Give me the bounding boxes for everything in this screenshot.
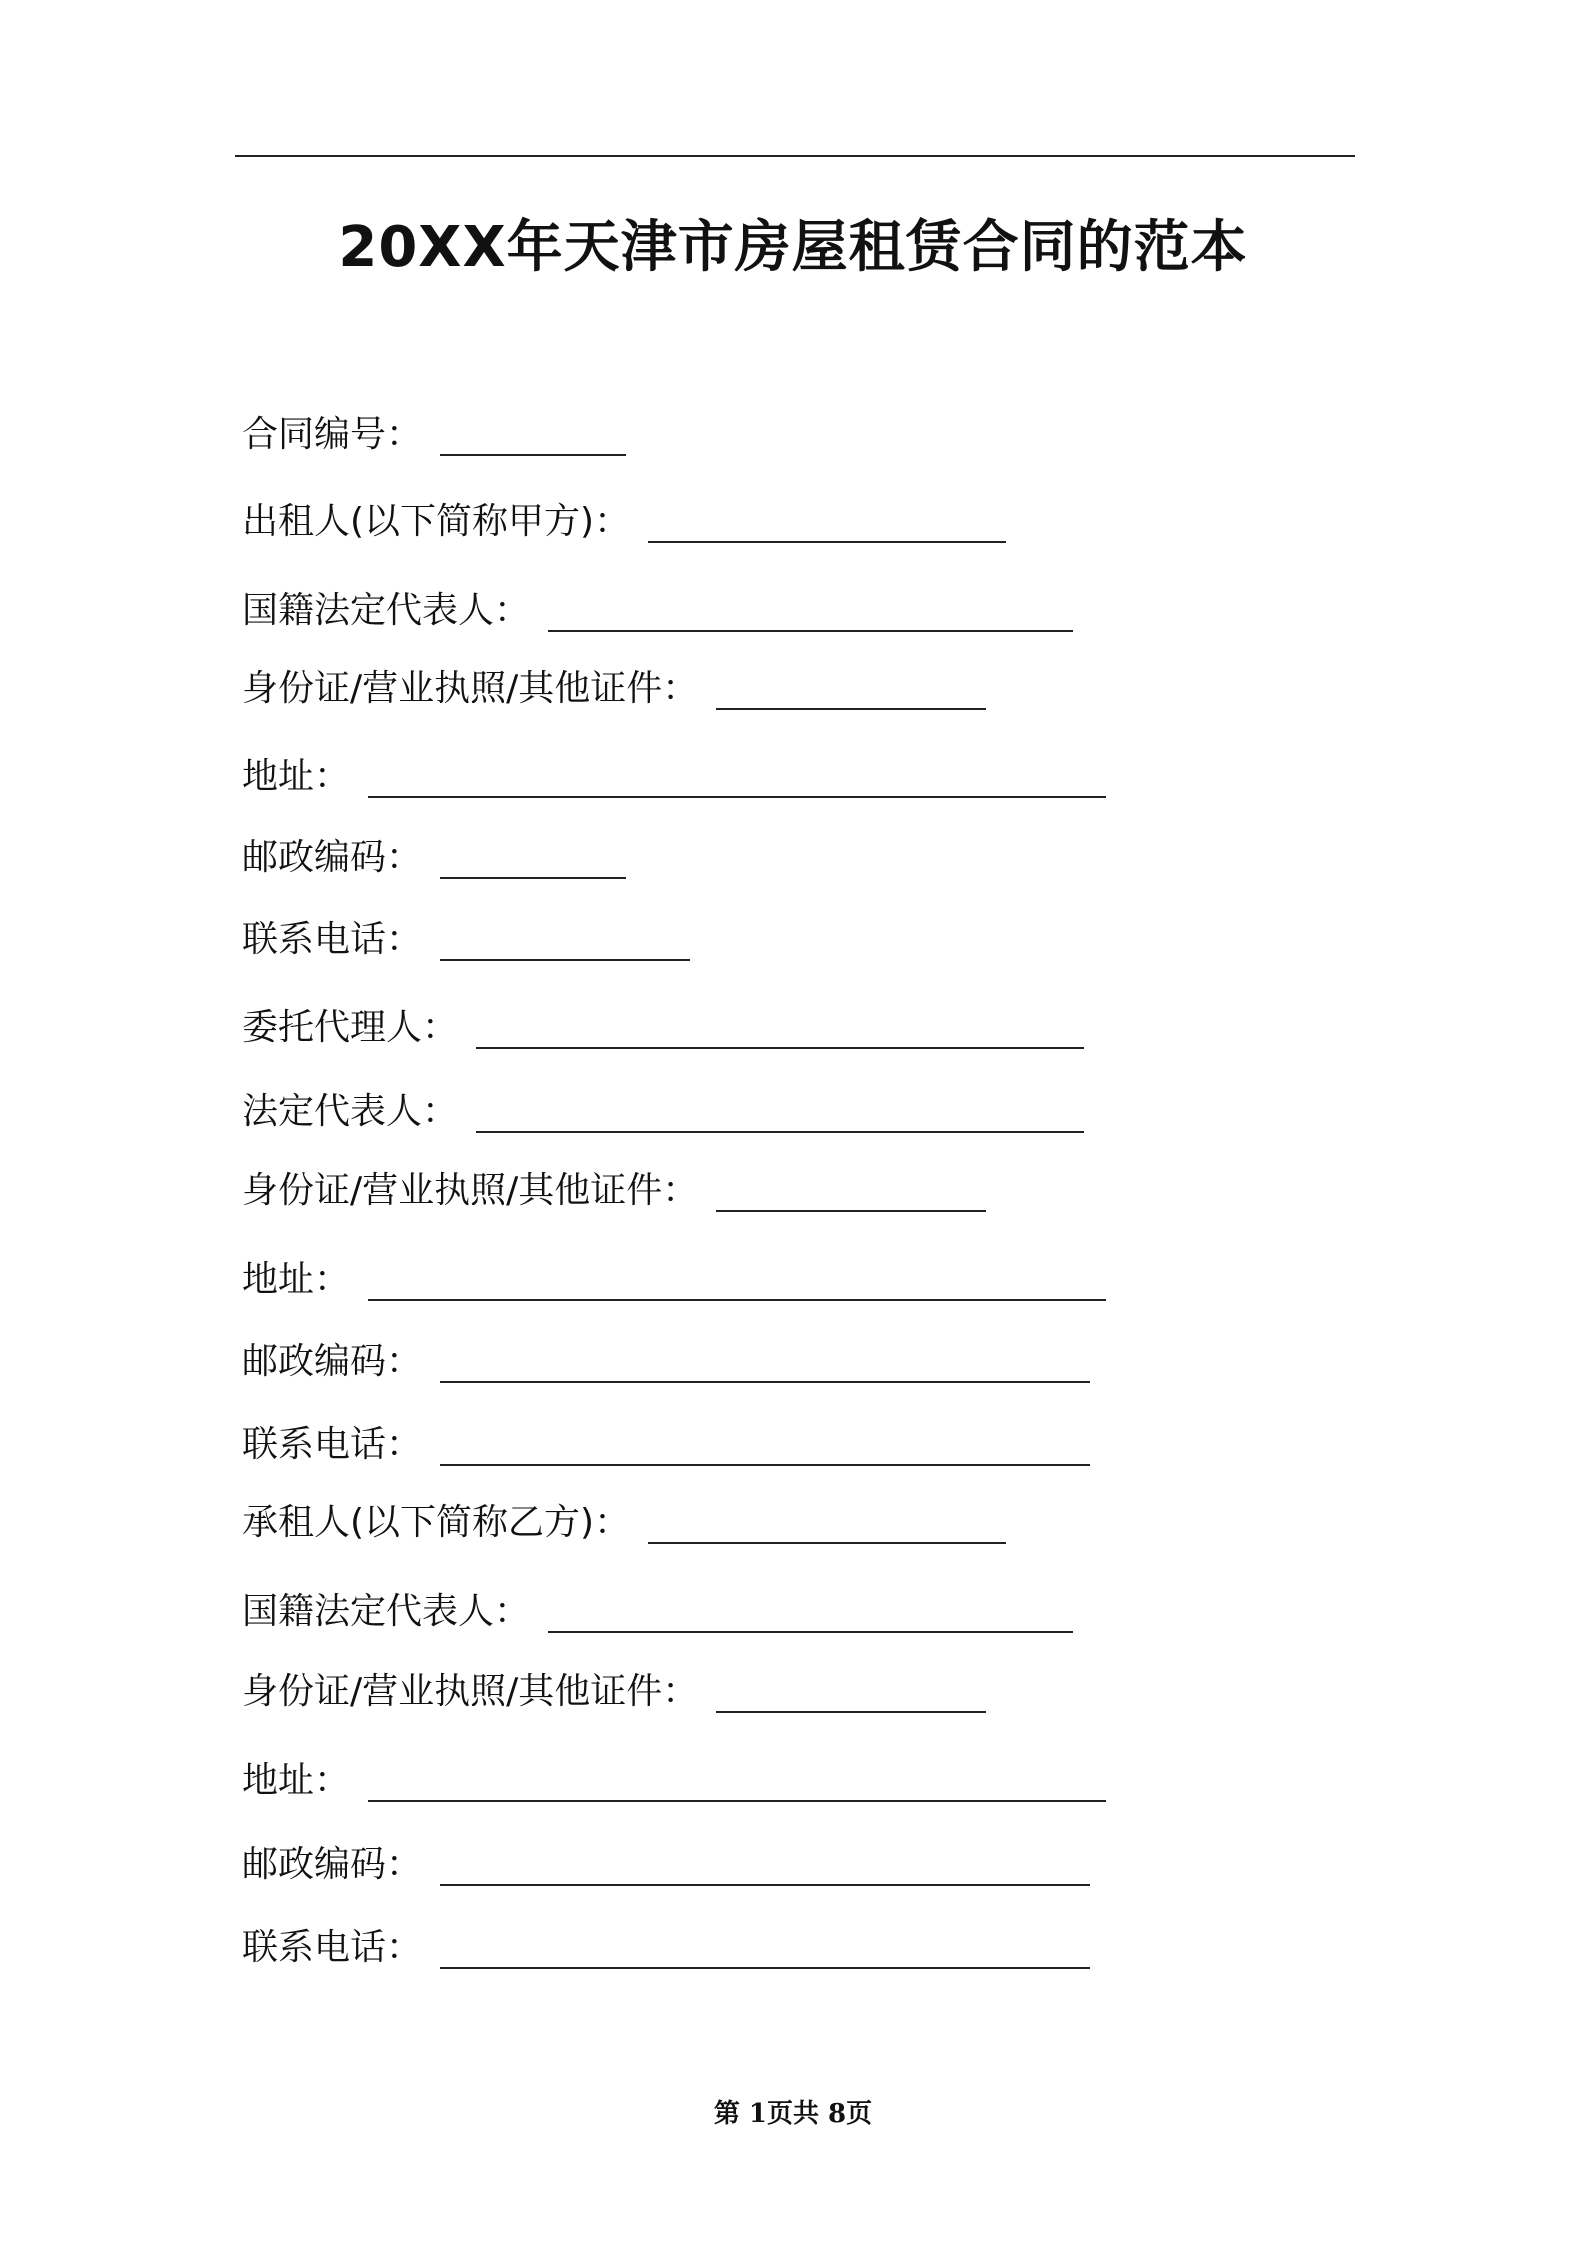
- fill-blank[interactable]: [440, 410, 626, 456]
- field-label: 合同编号：: [242, 414, 423, 455]
- fill-blank[interactable]: [440, 1923, 1090, 1969]
- field-label: 法定代表人：: [242, 1091, 459, 1132]
- field-lessee-postcode: [242, 1840, 1090, 1890]
- field-agent-postcode: [242, 1337, 1090, 1387]
- field-label: 国籍法定代表人：: [242, 1591, 531, 1632]
- fill-blank[interactable]: [548, 1587, 1073, 1633]
- fill-blank[interactable]: [716, 664, 986, 710]
- fill-blank[interactable]: [648, 1498, 1006, 1544]
- fill-blank[interactable]: [548, 586, 1073, 632]
- field-label: 联系电话：: [242, 1927, 423, 1968]
- fill-blank[interactable]: [368, 1255, 1106, 1301]
- field-agent-id: [242, 1166, 986, 1216]
- field-lessor: [242, 497, 1006, 547]
- field-label: 承租人(以下简称乙方)：: [242, 1502, 631, 1543]
- field-label: 地址：: [242, 1259, 351, 1300]
- field-lessor-legal-rep: [242, 1087, 1084, 1137]
- field-label: 地址：: [242, 756, 351, 797]
- field-label: 身份证/营业执照/其他证件：: [242, 668, 699, 709]
- field-label: 出租人(以下简称甲方)：: [242, 501, 631, 542]
- fill-blank[interactable]: [440, 1337, 1090, 1383]
- field-label: 联系电话：: [242, 919, 423, 960]
- fill-blank[interactable]: [368, 1756, 1106, 1802]
- field-lessor-agent: [242, 1003, 1084, 1053]
- fill-blank[interactable]: [440, 1420, 1090, 1466]
- page-footer: 第 1页共 8页: [713, 2099, 873, 2129]
- field-lessor-id: [242, 664, 986, 714]
- field-agent-address: [242, 1255, 1106, 1305]
- fill-blank[interactable]: [716, 1667, 986, 1713]
- field-lessee-phone: [242, 1923, 1090, 1973]
- field-contract-number: [242, 410, 626, 460]
- field-lessee: [242, 1498, 1006, 1548]
- field-lessor-postcode: [242, 833, 626, 883]
- field-lessee-nationality-rep: [242, 1587, 1073, 1637]
- document-title: 20XX年天津市房屋租赁合同的范本: [338, 215, 1248, 280]
- field-lessor-address: [242, 752, 1106, 802]
- field-label: 身份证/营业执照/其他证件：: [242, 1671, 699, 1712]
- field-lessee-address: [242, 1756, 1106, 1806]
- fill-blank[interactable]: [476, 1087, 1084, 1133]
- fill-blank[interactable]: [368, 752, 1106, 798]
- field-label: 地址：: [242, 1760, 351, 1801]
- field-label: 邮政编码：: [242, 837, 423, 878]
- fill-blank[interactable]: [440, 833, 626, 879]
- header-rule: [235, 155, 1355, 157]
- fill-blank[interactable]: [476, 1003, 1084, 1049]
- field-label: 身份证/营业执照/其他证件：: [242, 1170, 699, 1211]
- fill-blank[interactable]: [648, 497, 1006, 543]
- field-lessee-id: [242, 1667, 986, 1717]
- fill-blank[interactable]: [440, 1840, 1090, 1886]
- field-label: 国籍法定代表人：: [242, 590, 531, 631]
- field-lessor-nationality-rep: [242, 586, 1073, 636]
- field-label: 联系电话：: [242, 1424, 423, 1465]
- field-agent-phone: [242, 1420, 1090, 1470]
- field-label: 邮政编码：: [242, 1341, 423, 1382]
- field-label: 委托代理人：: [242, 1007, 459, 1048]
- field-label: 邮政编码：: [242, 1844, 423, 1885]
- fill-blank[interactable]: [440, 915, 690, 961]
- field-lessor-phone: [242, 915, 690, 965]
- fill-blank[interactable]: [716, 1166, 986, 1212]
